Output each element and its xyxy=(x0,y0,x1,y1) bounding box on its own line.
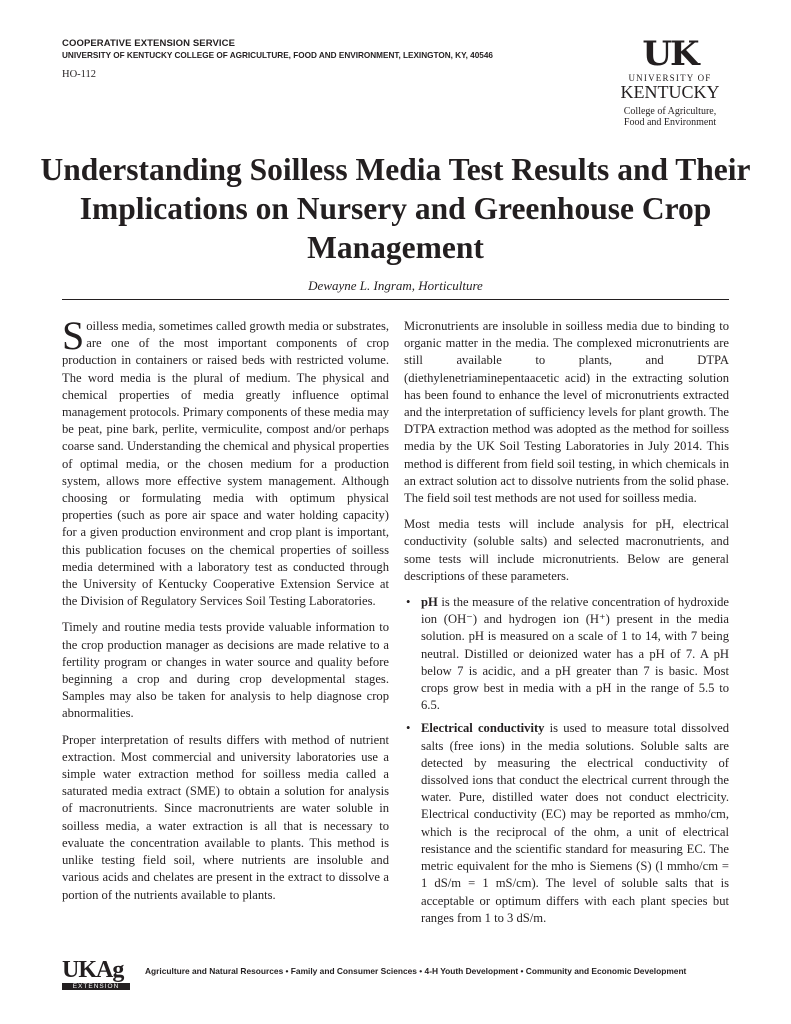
bullet-icon: • xyxy=(406,595,411,610)
program-areas-footer: Agriculture and Natural Resources • Family and Consumer Sciences • 4-H Youth Development • Community and Economic Development xyxy=(145,966,687,976)
paragraph-interpretation: Proper interpretation of results differs with method of nutrient extraction. Most commercial and university laboratories use a simple water extraction method for soilless media called a saturated media extract (SME) to obtain a solution for analysis of macronutrients. Since macronutrients are water soluble in soilless media, a water extraction is all that is necessary to evaluate the concentration available to plants. This method is unlike testing field soil, where nutrients are insoluble and various acids and chelates are present in the extract to dissolve a portion of the nutrients available to plants. xyxy=(62,732,389,902)
ukag-mark: UKAg xyxy=(62,957,124,983)
paragraph-micronutrients: Micronutrients are insoluble in soilless media due to binding to organic matter in the media. The complexed micronutrients are still available to plants, and DTPA (diethylenetriaminepentaacetic acid) in the extracting solution has been found to enhance the level of micronutrients extracted and the interpretation of sufficiency levels for plant growth. The DTPA extraction method was adopted as the method for soilless media by the UK Soil Testing Laboratories in July 2014. This method is different from field soil testing, in which chemicals in an extract solution act to dissolve nutrients from the solid phase. The field soil test methods are not used for soilless media. xyxy=(404,319,729,506)
extension-label: EXTENSION xyxy=(62,983,130,990)
author-line: Dewayne L. Ingram, Horticulture xyxy=(308,278,483,293)
uk-logo xyxy=(605,34,735,128)
left-column xyxy=(62,313,389,913)
university-address: UNIVERSITY OF KENTUCKY COLLEGE OF AGRICULTURE, FOOD AND ENVIRONMENT, LEXINGTON, KY, 40546 xyxy=(62,51,493,60)
paragraph-timely-tests: Timely and routine media tests provide valuable information to the crop production manager as decisions are made relative to a fertility program or changes in water source and quality before beginning a crop and during crop developmental stages. Samples may also be taken for analysis to help diagnose crop abnormalities. xyxy=(62,620,389,721)
ph-description: is the measure of the relative concentration of hydroxide ion (OH⁻) and hydrogen ion (H⁺) present in the media solution. pH is measured on a scale of 1 to 14, with 7 being neutral. Distilled or deionized water has a pH of 7. A pH below 7 is acidic, and a pH greater than 7 is basic. Most crops grow best in media with a pH in the range of 5.5 to 6.5. xyxy=(421,595,729,713)
logo-kentucky: KENTUCKY xyxy=(620,82,720,102)
list-item-ph xyxy=(404,594,729,714)
uk-mark: UK xyxy=(642,34,698,74)
title-divider xyxy=(62,299,729,300)
term-electrical-conductivity: Electrical conductivity xyxy=(421,721,545,736)
logo-university-of: UNIVERSITY OF xyxy=(628,73,712,83)
right-column xyxy=(404,318,729,933)
publication-number: HO-112 xyxy=(62,69,97,80)
parameter-list xyxy=(404,594,729,927)
drop-cap: S xyxy=(62,313,85,358)
document-title: Understanding Soilless Media Test Results and Their Implications on Nursery and Greenhouse Crop Management xyxy=(40,152,751,265)
bullet-icon: • xyxy=(406,721,411,736)
extension-service-heading: COOPERATIVE EXTENSION SERVICE xyxy=(62,38,236,49)
ukag-extension-logo xyxy=(62,958,130,990)
intro-paragraph xyxy=(62,313,389,610)
intro-text: oilless media, sometimes called growth media or substrates, are one of the most important components of crop production in containers or raised beds with restricted volume. The word media is the plural of medium. The physical and chemical properties of media greatly influence optimal management protocols. Primary components of these media may be peat, pine bark, perlite, vermiculite, compost and/or perhaps coarse sand. Understanding the chemical and physical properties of optimal media, or the chosen medium for a production system, allows more effective system management. Although choosing or formulating media with optimum physical properties (such as pore air space and water holding capacity) for a given production environment and crop plant is important, this publication focuses on the chemical properties of soilless media determined with a laboratory test as conducted through the University of Kentucky Cooperative Extension Service at the Division of Regulatory Services Soil Testing Laboratories. xyxy=(62,319,389,609)
paragraph-media-tests: Most media tests will include analysis for pH, electrical conductivity (soluble salts) and selected macronutrients, and some tests will include micronutrients. Below are general descriptions of these parameters. xyxy=(404,517,729,583)
list-item-ec xyxy=(404,720,729,926)
term-ph: pH xyxy=(421,595,438,610)
logo-college-line2: Food and Environment xyxy=(623,117,717,128)
logo-college-line1: College of Agriculture, xyxy=(623,106,717,117)
ec-description: is used to measure total dissolved salts (free ions) in the media solutions. Soluble salts are detected by measuring the electrical conductivity of dissolved ions that conduct the electrical current through the water. Pure, distilled water does not conduct electricity. Electrical conductivity (EC) may be reported as mmho/cm, which is the reciprocal of the ohm, a unit of electrical resistance and the scientific standard for measuring EC. The metric equivalent for the mho is Siemens (S) (l mmho/cm = 1 dS/m = 1 mS/cm). The level of soluble salts that is acceptable or optimum differs with each plant species but ranges from 1 to 3 dS/m. xyxy=(421,721,729,925)
